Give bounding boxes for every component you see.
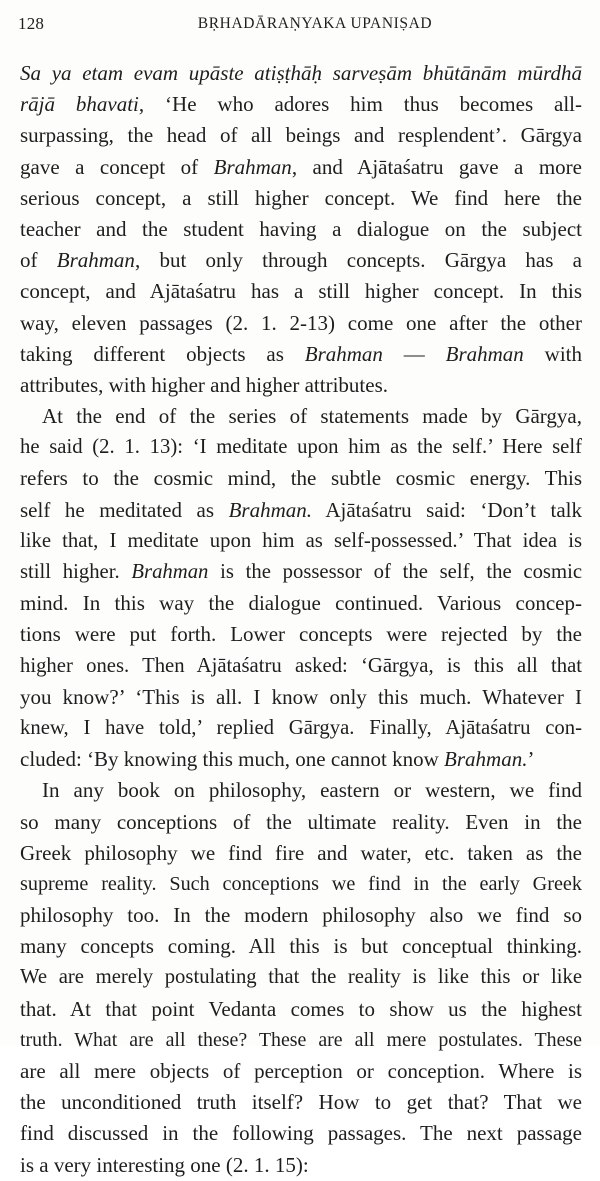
text-line [20,900,582,931]
line-text: serious concept, a still higher concept. We find here the [20,185,582,210]
line-text: is a very interesting one (2. 1. 15): [20,1152,309,1177]
italic-text: Brahman [213,154,292,179]
text-line [20,214,582,245]
text-line [20,838,582,869]
text-line [20,744,582,775]
text-line [20,1087,582,1118]
text-line [20,276,582,307]
line-text: he said (2. 1. 13): ‘I meditate upon him as the self.’ Here self [20,436,582,459]
text-line [20,682,582,713]
text-line [20,120,582,151]
text-line [20,1118,582,1149]
text-line [20,308,582,339]
text-line [20,495,582,526]
text-line [20,401,582,432]
text-line [20,526,582,557]
line-text: the unconditioned truth itself? How to get that? That we [20,1090,582,1115]
text-line [20,432,582,463]
line-text: Ajātaśatru said: ‘Don’t talk [311,497,582,522]
line-text: , and Ajātaśatru gave a more [291,154,582,179]
line-text: self he meditated as [20,497,229,522]
line-text: supreme reality. Such conceptions we find in the early Greek [20,872,582,895]
text-line [20,713,582,744]
line-text: philosophy too. In the modern philosophy also we find so [20,903,582,928]
text-line [20,1150,582,1181]
line-text: mind. In this way the dialogue continued. Various concep- [20,591,582,616]
line-text: — [382,341,446,366]
line-text: way, eleven passages (2. 1. 2-13) come one after the other [20,310,582,335]
line-text: concept, and Ajātaśatru has a still higher concept. In this [20,279,582,304]
line-text: taking different objects as [20,341,305,366]
text-line [20,962,582,993]
line-text: surpassing, the head of all beings and resplendent’. Gārgya [20,123,582,148]
line-text: of [20,248,57,273]
text-line [20,1056,582,1087]
text-line [20,775,582,806]
line-text: Greek philosophy we find fire and water, etc. taken as the [20,840,582,865]
italic-text: Sa ya etam evam upāste atiṣṭhāḥ sarveṣām bhūtānām mūrdhā [20,61,582,85]
line-text: that. At that point Vedanta comes to show us the highest [20,996,582,1021]
text-line [20,1025,582,1056]
body-text [20,58,582,1181]
line-text: cluded: ‘By knowing this much, one cannot know [20,747,445,772]
running-head: BṚHADĀRAṆYAKA UPANIṢAD [197,15,433,32]
line-text: teacher and the student having a dialogue on the subject [20,216,582,241]
line-text: At the end of the series of statements made by Gārgya, [42,404,582,429]
page-number: 128 [18,14,45,33]
line-text: so many conceptions of the ultimate reality. Even in the [20,809,582,834]
line-text: In any book on philosophy, eastern or western, we find [42,778,582,803]
line-text: find discussed in the following passages. The next passage [20,1121,582,1146]
line-text: refers to the cosmic mind, the subtle cosmic energy. This [20,466,582,491]
line-text: , but only through concepts. Gārgya has a [134,248,582,273]
line-text: higher ones. Then Ajātaśatru asked: ‘Gārgya, is this all that [20,654,582,677]
page-header [18,14,582,38]
line-text: We are merely postulating that the reality is like this or like [20,966,582,989]
text-line [20,588,582,619]
text-line [20,370,582,401]
text-line [20,869,582,900]
text-line [20,245,582,276]
italic-text: Brahman [56,248,135,273]
italic-text: Brahman [304,341,383,366]
text-line [20,619,582,650]
line-text: still higher. [20,561,132,583]
line-text: like that, I meditate upon him as self-possessed.’ That idea is [20,529,582,552]
line-text: , ‘He who adores him thus becomes all- [138,92,582,117]
line-text: truth. What are all these? These are all mere postulates. These [20,1028,582,1051]
text-line [20,183,582,214]
line-text: you know?’ ‘This is all. I know only this much. Whatever I [20,684,582,709]
line-text: ’ [527,747,535,772]
text-line [20,931,582,962]
text-line [20,339,582,370]
text-line [20,463,582,494]
text-line [20,89,582,120]
text-line [20,651,582,682]
text-line [20,807,582,838]
text-line [20,994,582,1025]
italic-text: Brahman. [444,747,528,772]
text-line [20,152,582,183]
text-line [20,58,582,89]
line-text: with [523,341,582,366]
line-text: gave a concept of [20,154,214,179]
line-text: attributes, with higher and higher attributes. [20,372,388,397]
line-text: tions were put forth. Lower concepts were rejected by the [20,622,582,647]
line-text: knew, I have told,’ replied Gārgya. Finally, Ajātaśatru con- [20,716,582,739]
italic-text: rājā bhavati [20,92,139,117]
line-text: is the possessor of the self, the cosmic [208,561,582,583]
line-text: many concepts coming. All this is but conceptual thinking. [20,934,582,959]
text-line [20,557,582,588]
italic-text: Brahman [445,341,524,366]
italic-text: Brahman. [228,497,312,522]
line-text: are all mere objects of perception or conception. Where is [20,1059,582,1083]
italic-text: Brahman [131,561,209,583]
